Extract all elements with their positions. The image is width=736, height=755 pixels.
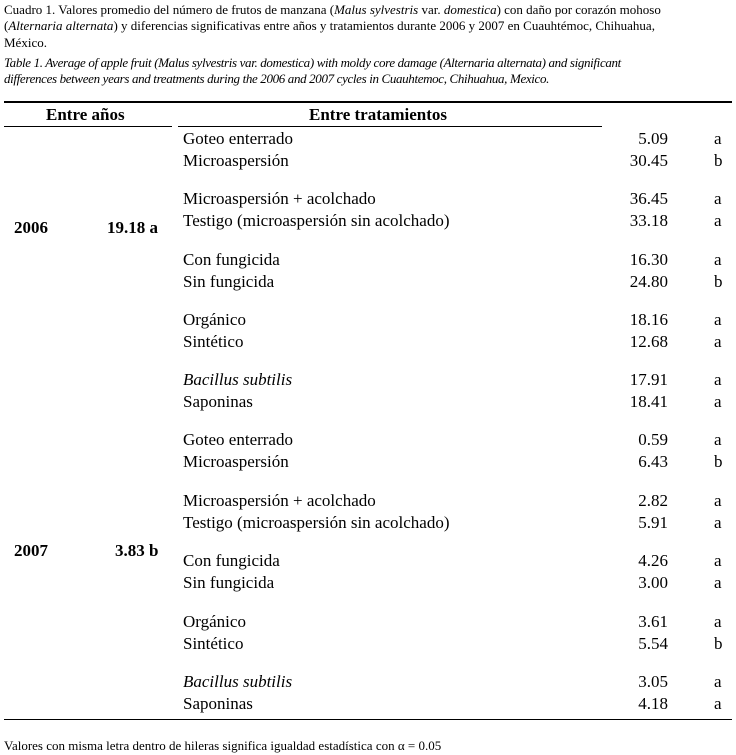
significance-letter: a bbox=[714, 672, 722, 691]
treatment-label: Con fungicida bbox=[183, 250, 280, 269]
significance-letter: a bbox=[714, 612, 722, 631]
treatment-value: 16.30 bbox=[629, 250, 668, 269]
caption-spanish: Cuadro 1. Valores promedio del número de frutos de manzana (Malus sylvestris var. domestica) con daño por corazón mohoso (Alternaria alternata) y diferencias significativas entre años y tratamientos durante 2006 y 2007 en Cuauhtémoc, Chihuahua, México. bbox=[4, 2, 661, 50]
year-2006-mean: 19.18 a bbox=[107, 218, 158, 237]
treatment-label: Goteo enterrado bbox=[183, 129, 293, 148]
footnote: Valores con misma letra dentro de hileras significa igualdad estadística con α = 0.05 bbox=[4, 738, 442, 753]
table-row bbox=[0, 671, 736, 693]
significance-letter: b bbox=[714, 272, 723, 291]
significance-letter: a bbox=[714, 694, 722, 713]
significance-letter: b bbox=[714, 634, 723, 653]
year-2007-mean: 3.83 b bbox=[115, 541, 159, 560]
treatment-label: Testigo (microaspersión sin acolchado) bbox=[183, 211, 450, 230]
treatment-value: 5.91 bbox=[638, 513, 668, 532]
treatment-value: 17.91 bbox=[629, 370, 668, 389]
table-row bbox=[0, 451, 736, 473]
treatment-value: 18.16 bbox=[629, 310, 668, 329]
significance-letter: b bbox=[714, 452, 723, 471]
caption-english: Table 1. Average of apple fruit (Malus sylvestris var. domestica) with moldy core damage (Alternaria alternata) and significant differences between years and treatments during the 2006 and 2007 cycles in Cuauhtemoc, Chihuahua, Mexico. bbox=[4, 55, 621, 87]
header-underline-treatments bbox=[178, 126, 602, 127]
significance-letter: a bbox=[714, 491, 722, 510]
treatment-label: Con fungicida bbox=[183, 551, 280, 570]
table-row bbox=[0, 309, 736, 331]
treatment-label: Microaspersión bbox=[183, 151, 289, 170]
significance-letter: a bbox=[714, 551, 722, 570]
treatment-value: 6.43 bbox=[638, 452, 668, 471]
treatment-value: 18.41 bbox=[629, 392, 668, 411]
header-years: Entre años bbox=[46, 105, 125, 124]
significance-letter: a bbox=[714, 573, 722, 592]
table-row bbox=[0, 633, 736, 655]
table-row bbox=[0, 512, 736, 534]
table-row bbox=[0, 128, 736, 150]
significance-letter: a bbox=[714, 211, 722, 230]
table-row bbox=[0, 249, 736, 271]
significance-letter: a bbox=[714, 189, 722, 208]
table-row bbox=[0, 572, 736, 594]
year-2007: 2007 bbox=[14, 541, 48, 560]
significance-letter: a bbox=[714, 310, 722, 329]
significance-letter: a bbox=[714, 392, 722, 411]
treatment-value: 4.26 bbox=[638, 551, 668, 570]
treatment-label: Saponinas bbox=[183, 392, 253, 411]
treatment-label: Sin fungicida bbox=[183, 272, 275, 291]
treatment-label: Testigo (microaspersión sin acolchado) bbox=[183, 513, 450, 532]
treatment-label: Bacillus subtilis bbox=[183, 672, 293, 691]
treatment-label: Orgánico bbox=[183, 612, 246, 631]
table-row bbox=[0, 550, 736, 572]
treatment-value: 30.45 bbox=[629, 151, 668, 170]
treatment-label: Sin fungicida bbox=[183, 573, 275, 592]
significance-letter: a bbox=[714, 370, 722, 389]
treatment-label: Microaspersión bbox=[183, 452, 289, 471]
table-row bbox=[0, 331, 736, 353]
treatment-value: 33.18 bbox=[629, 211, 668, 230]
treatment-value: 5.54 bbox=[638, 634, 668, 653]
top-rule bbox=[4, 101, 732, 103]
treatment-label: Orgánico bbox=[183, 310, 246, 329]
significance-letter: a bbox=[714, 430, 722, 449]
treatment-value: 3.61 bbox=[638, 612, 668, 631]
table-row bbox=[0, 188, 736, 210]
table-row bbox=[0, 150, 736, 172]
treatment-label: Saponinas bbox=[183, 694, 253, 713]
header-treatments: Entre tratamientos bbox=[309, 105, 448, 124]
treatment-label: Sintético bbox=[183, 332, 244, 351]
table-row bbox=[0, 611, 736, 633]
treatment-label: Bacillus subtilis bbox=[183, 370, 293, 389]
table-row bbox=[0, 210, 736, 232]
treatment-value: 36.45 bbox=[629, 189, 668, 208]
significance-letter: a bbox=[714, 129, 722, 148]
treatment-value: 2.82 bbox=[638, 491, 668, 510]
table-row bbox=[0, 490, 736, 512]
treatment-label: Microaspersión + acolchado bbox=[183, 189, 376, 208]
significance-letter: a bbox=[714, 513, 722, 532]
header-underline-years bbox=[4, 126, 172, 127]
treatment-label: Sintético bbox=[183, 634, 244, 653]
table-row bbox=[0, 369, 736, 391]
treatment-label: Goteo enterrado bbox=[183, 430, 293, 449]
significance-letter: a bbox=[714, 250, 722, 269]
bottom-rule bbox=[4, 719, 732, 720]
table-row bbox=[0, 429, 736, 451]
significance-letter: a bbox=[714, 332, 722, 351]
table-row bbox=[0, 271, 736, 293]
treatment-value: 3.05 bbox=[638, 672, 668, 691]
treatment-value: 5.09 bbox=[638, 129, 668, 148]
treatment-value: 4.18 bbox=[638, 694, 668, 713]
table-row bbox=[0, 391, 736, 413]
treatment-value: 12.68 bbox=[629, 332, 668, 351]
treatment-value: 3.00 bbox=[638, 573, 668, 592]
table-row bbox=[0, 693, 736, 715]
treatment-label: Microaspersión + acolchado bbox=[183, 491, 376, 510]
significance-letter: b bbox=[714, 151, 723, 170]
year-2006: 2006 bbox=[14, 218, 48, 237]
treatment-value: 0.59 bbox=[638, 430, 668, 449]
treatment-value: 24.80 bbox=[629, 272, 668, 291]
